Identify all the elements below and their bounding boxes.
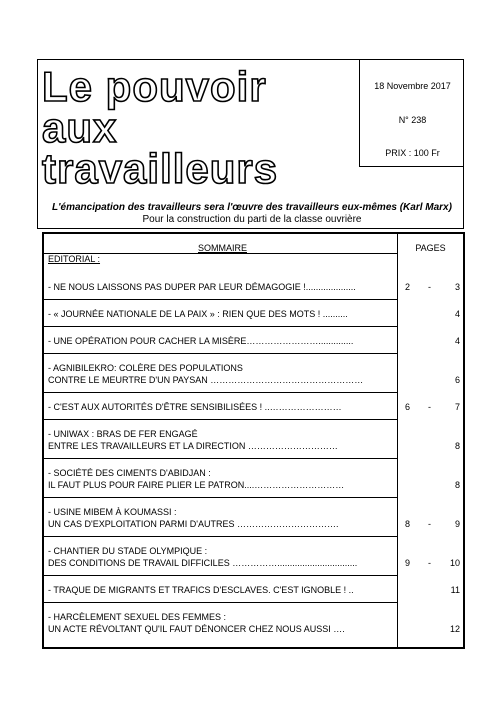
page-to: 4: [454, 309, 460, 319]
pages-column-divider: [397, 232, 398, 649]
sommaire-heading: SOMMAIRE: [197, 243, 247, 253]
toc-entry: [48, 611, 396, 635]
page-from: 6: [405, 402, 411, 412]
toc-entry-text: - « JOURNÉE NATIONALE DE LA PAIX » : RIEN QUE DES MOTS ! ..........: [48, 309, 348, 319]
toc-entry-text: CONTRE LE MEURTRE D'UN PAYSAN ……………………………………………: [48, 375, 364, 385]
toc-entry: [48, 362, 396, 386]
toc-entry-text: UN CAS D'EXPLOITATION PARMI D'AUTRES …………………………….: [48, 519, 339, 529]
tagline: L'émancipation des travailleurs sera l'œuvre des travailleurs eux-mêmes (Karl Marx): [52, 202, 452, 213]
issue-date: 18 Novembre 2017: [374, 81, 451, 91]
page-to: 10: [449, 558, 460, 568]
page-to: 7: [454, 402, 460, 412]
subtagline: Pour la construction du parti de la classe ouvrière: [142, 214, 362, 225]
toc-entry-text: - AGNIBILEKRO: COLÈRE DES POPULATIONS: [48, 363, 243, 373]
toc-entry: [48, 281, 396, 293]
masthead-title: [42, 63, 342, 192]
toc-entry-text: - TRAQUE DE MIGRANTS ET TRAFICS D'ESCLAVES. C'EST IGNOBLE ! ..: [48, 585, 354, 595]
entry-separator: [44, 326, 397, 327]
entry-separator: [44, 575, 397, 576]
toc-entry-text: - HARCÈLEMENT SEXUEL DES FEMMES :: [48, 612, 227, 622]
issue-info-box: [359, 59, 464, 167]
entry-separator: [44, 536, 397, 537]
toc-entry-text: - C'EST AUX AUTORITÉS D'ÊTRE SENSIBILISÉES ! ..……………………: [48, 402, 342, 412]
page-from: 8: [405, 519, 411, 529]
page-to: 11: [450, 585, 460, 595]
page-dash: -: [428, 282, 431, 292]
toc-entry-text: - UNIWAX : BRAS DE FER ENGAGÉ: [48, 429, 198, 439]
toc-entry: [48, 584, 396, 596]
toc-entry-text: - USINE MIBEM À KOUMASSI :: [48, 507, 177, 517]
editorial-label: EDITORIAL :: [48, 254, 101, 264]
page-to: 4: [454, 336, 460, 346]
page-dash: -: [428, 402, 431, 412]
pages-heading: PAGES: [415, 243, 446, 253]
page-to: 8: [454, 480, 460, 490]
issue-number: N° 238: [398, 115, 427, 125]
issue-price: PRIX : 100 Fr: [385, 148, 440, 158]
entry-separator: [44, 602, 397, 603]
page-to: 8: [454, 441, 460, 451]
masthead-title-line: travailleurs: [42, 145, 279, 192]
toc-entry: [48, 506, 396, 530]
page-to: 12: [449, 624, 460, 634]
toc-entry-text: - SOCIÉTÉ DES CIMENTS D'ABIDJAN :: [48, 468, 211, 478]
toc-entry-text: IL FAUT PLUS POUR FAIRE PLIER LE PATRON....…………………………: [48, 480, 345, 490]
toc-entry-text: - CHANTIER DU STADE OLYMPIQUE :: [48, 546, 208, 556]
page-to: 3: [454, 282, 460, 292]
masthead-title-line: Le pouvoir: [42, 63, 267, 110]
page-to: 6: [454, 375, 460, 385]
page-to: 9: [454, 519, 460, 529]
page-dash: -: [428, 558, 431, 568]
toc-entry-text: DES CONDITIONS DE TRAVAIL DIFFICILES ……………................................: [48, 558, 358, 568]
entry-separator: [44, 299, 397, 300]
entry-separator: [44, 419, 397, 420]
toc-entry: [48, 401, 396, 413]
page-from: 9: [405, 558, 411, 568]
toc-entry-text: ENTRE LES TRAVAILLEURS ET LA DIRECTION …………………………: [48, 441, 338, 451]
masthead-title-line: aux: [42, 104, 118, 151]
toc-entry: [48, 467, 396, 491]
toc-entry: [48, 545, 396, 569]
entry-separator: [44, 458, 397, 459]
page-from: 2: [405, 282, 411, 292]
toc-entry: [48, 335, 396, 347]
toc-entry-text: - NE NOUS LAISSONS PAS DUPER PAR LEUR DÉMAGOGIE !....................: [48, 282, 356, 292]
page-dash: -: [428, 519, 431, 529]
entry-separator: [44, 392, 397, 393]
entry-separator: [44, 353, 397, 354]
toc-entry-text: UN ACTE RÉVOLTANT QU'IL FAUT DÉNONCER CHEZ NOUS AUSSI ….: [48, 624, 345, 634]
toc-entry: [48, 308, 396, 320]
entry-separator: [44, 497, 397, 498]
toc-entry: [48, 428, 396, 452]
toc-entry-text: - UNE OPÉRATION POUR CACHER LA MISÈRE……………………..............: [48, 336, 354, 346]
